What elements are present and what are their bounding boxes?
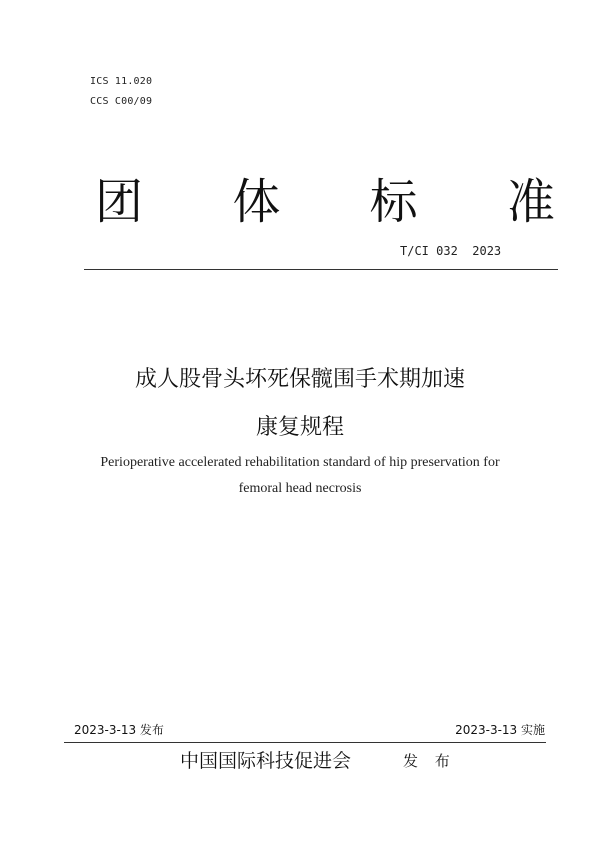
publisher-name: 中国国际科技促进会 [180, 750, 352, 772]
english-title-line-2: femoral head necrosis [238, 481, 362, 496]
top-divider [84, 269, 558, 270]
ics-code: ICS 11.020 [90, 76, 153, 87]
standard-number: T/CI 032 2023 [400, 244, 502, 258]
standard-type-char: 准 [506, 174, 555, 230]
standard-type-char: 标 [369, 174, 418, 230]
standard-type-heading [95, 172, 555, 232]
standard-type-char: 团 [95, 174, 144, 230]
release-date: 2023-3-13 发布 [74, 723, 164, 737]
implementation-date: 2023-3-13 实施 [455, 723, 545, 737]
standard-type-char: 体 [232, 174, 281, 230]
english-title-line-1: Perioperative accelerated rehabilitation standard of hip preservation for [100, 455, 500, 470]
bottom-divider [64, 742, 546, 743]
ccs-code: CCS C00/09 [90, 96, 153, 107]
chinese-title-line-1: 成人股骨头坏死保髋围手术期加速 [134, 367, 465, 392]
publish-label: 发 布 [403, 752, 456, 770]
chinese-title-line-2: 康复规程 [255, 415, 344, 440]
